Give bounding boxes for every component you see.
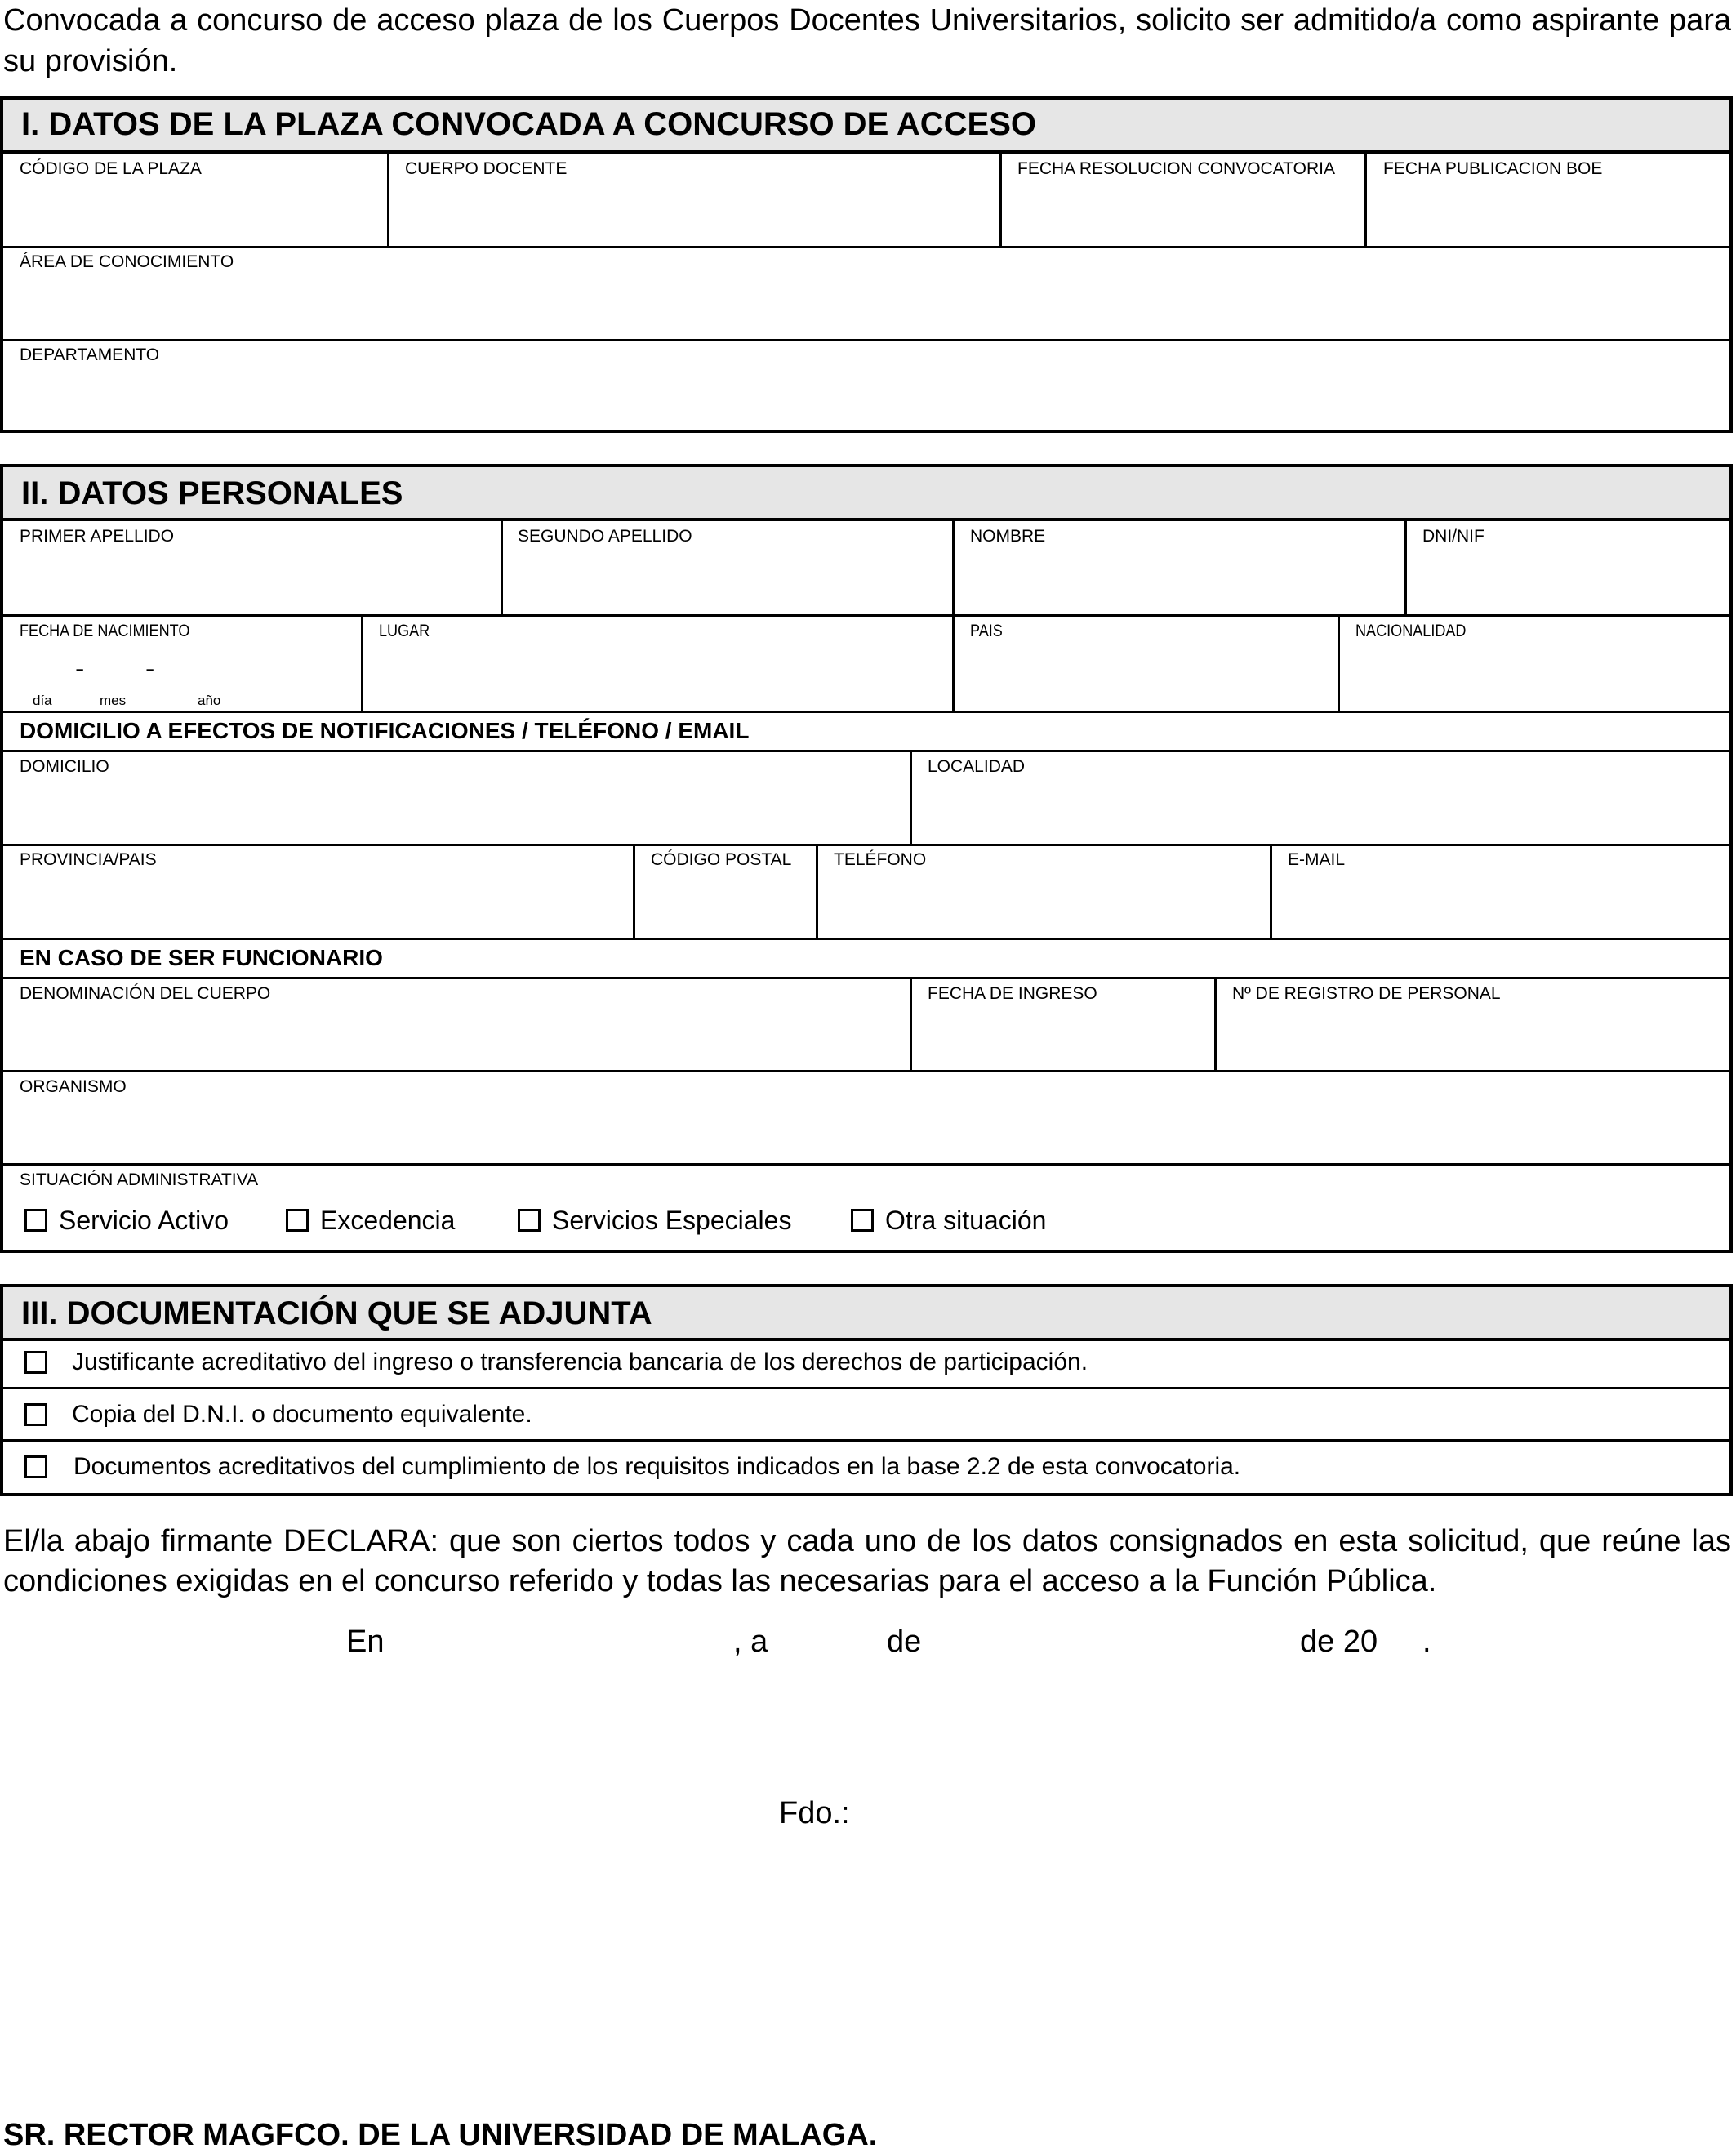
section-personal-title: II. DATOS PERSONALES <box>3 467 1729 521</box>
section-documentacion <box>0 1284 1733 1496</box>
segundo-apellido-field[interactable]: SEGUNDO APELLIDO <box>518 527 692 546</box>
codigo-plaza-field[interactable]: CÓDIGO DE LA PLAZA <box>20 159 202 178</box>
copia-dni-checkbox[interactable] <box>24 1403 47 1426</box>
declaration-text: El/la abajo firmante DECLARA: que son ciertos todos y cada uno de los datos consignados en esta solicitud, que reúne las condiciones exigidas en el concurso referido y todas las necesarias para el acceso a la Función Pública. <box>3 1524 1731 1598</box>
divider <box>816 844 818 938</box>
telefono-field[interactable]: TELÉFONO <box>834 850 927 869</box>
divider <box>3 750 1729 752</box>
divider <box>501 519 503 614</box>
copia-dni-label: Copia del D.N.I. o documento equivalente. <box>72 1401 532 1428</box>
registro-personal-field[interactable]: Nº DE REGISTRO DE PERSONAL <box>1232 984 1501 1003</box>
servicios-especiales-label: Servicios Especiales <box>552 1206 792 1235</box>
date-de-label: de <box>887 1625 922 1659</box>
addressee: SR. RECTOR MAGFCO. DE LA UNIVERSIDAD DE MALAGA. <box>3 2118 878 2152</box>
excedencia-label: Excedencia <box>320 1206 456 1235</box>
dni-field[interactable]: DNI/NIF <box>1422 527 1485 546</box>
divider <box>3 711 1729 713</box>
otra-situacion-checkbox[interactable] <box>851 1209 874 1232</box>
section-documentacion-title: III. DOCUMENTACIÓN QUE SE ADJUNTA <box>3 1287 1729 1341</box>
divider <box>1364 152 1367 246</box>
divider <box>3 1387 1729 1389</box>
date-a-label: , a <box>733 1625 768 1659</box>
servicio-activo-checkbox[interactable] <box>24 1209 47 1232</box>
organismo-field[interactable]: ORGANISMO <box>20 1077 127 1096</box>
provincia-field[interactable]: PROVINCIA/PAIS <box>20 850 157 869</box>
dia-label: día <box>33 693 52 708</box>
area-conocimiento-field[interactable]: ÁREA DE CONOCIMIENTO <box>20 252 234 271</box>
divider <box>3 1439 1729 1442</box>
date-separator: - <box>145 653 155 684</box>
divider <box>1404 519 1407 614</box>
justificante-checkbox[interactable] <box>24 1351 47 1374</box>
cuerpo-docente-field[interactable]: CUERPO DOCENTE <box>405 159 568 178</box>
documentos-requisitos-label: Documentos acreditativos del cumplimiento de los requisitos indicados en la base 2.2 de esta convocatoria. <box>73 1453 1241 1480</box>
fecha-ingreso-field[interactable]: FECHA DE INGRESO <box>928 984 1097 1003</box>
primer-apellido-field[interactable]: PRIMER APELLIDO <box>20 527 175 546</box>
funcionario-subheader: EN CASO DE SER FUNCIONARIO <box>20 945 383 970</box>
fecha-boe-field[interactable]: FECHA PUBLICACION BOE <box>1383 159 1603 178</box>
divider <box>361 614 363 711</box>
fecha-resolucion-field[interactable]: FECHA RESOLUCION CONVOCATORIA <box>1017 159 1335 178</box>
documentos-requisitos-checkbox[interactable] <box>24 1455 47 1478</box>
divider <box>1270 844 1272 938</box>
anio-label: año <box>198 693 221 708</box>
situacion-administrativa-label: SITUACIÓN ADMINISTRATIVA <box>20 1170 259 1189</box>
date-year-label: de 20 <box>1300 1625 1378 1659</box>
email-field[interactable]: E-MAIL <box>1288 850 1346 869</box>
otra-situacion-label: Otra situación <box>885 1206 1047 1235</box>
section-plaza <box>0 96 1733 433</box>
divider <box>3 339 1729 341</box>
divider <box>3 844 1729 846</box>
fecha-nacimiento-field[interactable]: FECHA DE NACIMIENTO <box>20 622 190 640</box>
servicios-especiales-checkbox[interactable] <box>518 1209 541 1232</box>
date-separator: - <box>75 653 85 684</box>
divider <box>999 152 1002 246</box>
divider <box>3 246 1729 248</box>
intro-text: Convocada a concurso de acceso plaza de los Cuerpos Docentes Universitarios, solicito ser admitido/a como aspirante para su provisión. <box>3 3 1731 78</box>
mes-label: mes <box>100 693 127 708</box>
divider <box>3 614 1729 617</box>
localidad-field[interactable]: LOCALIDAD <box>928 757 1026 776</box>
domicilio-subheader: DOMICILIO A EFECTOS DE NOTIFICACIONES / TELÉFONO / EMAIL <box>20 718 750 743</box>
section-plaza-title: I. DATOS DE LA PLAZA CONVOCADA A CONCURSO DE ACCESO <box>3 100 1729 154</box>
divider <box>633 844 635 938</box>
excedencia-checkbox[interactable] <box>286 1209 309 1232</box>
domicilio-field[interactable]: DOMICILIO <box>20 757 109 776</box>
departamento-field[interactable]: DEPARTAMENTO <box>20 345 160 364</box>
section-personal <box>0 464 1733 1253</box>
divider <box>3 938 1729 940</box>
nacionalidad-field[interactable]: NACIONALIDAD <box>1355 622 1467 640</box>
signature-label: Fdo.: <box>779 1796 850 1830</box>
divider <box>387 152 389 246</box>
divider <box>910 977 912 1070</box>
codigo-postal-field[interactable]: CÓDIGO POSTAL <box>651 850 792 869</box>
servicio-activo-label: Servicio Activo <box>59 1206 229 1235</box>
nombre-field[interactable]: NOMBRE <box>970 527 1046 546</box>
date-en-label: En <box>346 1625 385 1659</box>
divider <box>952 519 955 614</box>
divider <box>3 1070 1729 1072</box>
divider <box>952 614 955 711</box>
divider <box>3 977 1729 979</box>
divider <box>1338 614 1340 711</box>
divider <box>1214 977 1217 1070</box>
denominacion-cuerpo-field[interactable]: DENOMINACIÓN DEL CUERPO <box>20 984 271 1003</box>
divider <box>910 750 912 844</box>
date-dot: . <box>1422 1625 1431 1659</box>
pais-field[interactable]: PAIS <box>970 622 1003 640</box>
divider <box>3 1163 1729 1166</box>
lugar-field[interactable]: LUGAR <box>379 622 430 640</box>
justificante-label: Justificante acreditativo del ingreso o transferencia bancaria de los derechos de participación. <box>72 1348 1088 1375</box>
